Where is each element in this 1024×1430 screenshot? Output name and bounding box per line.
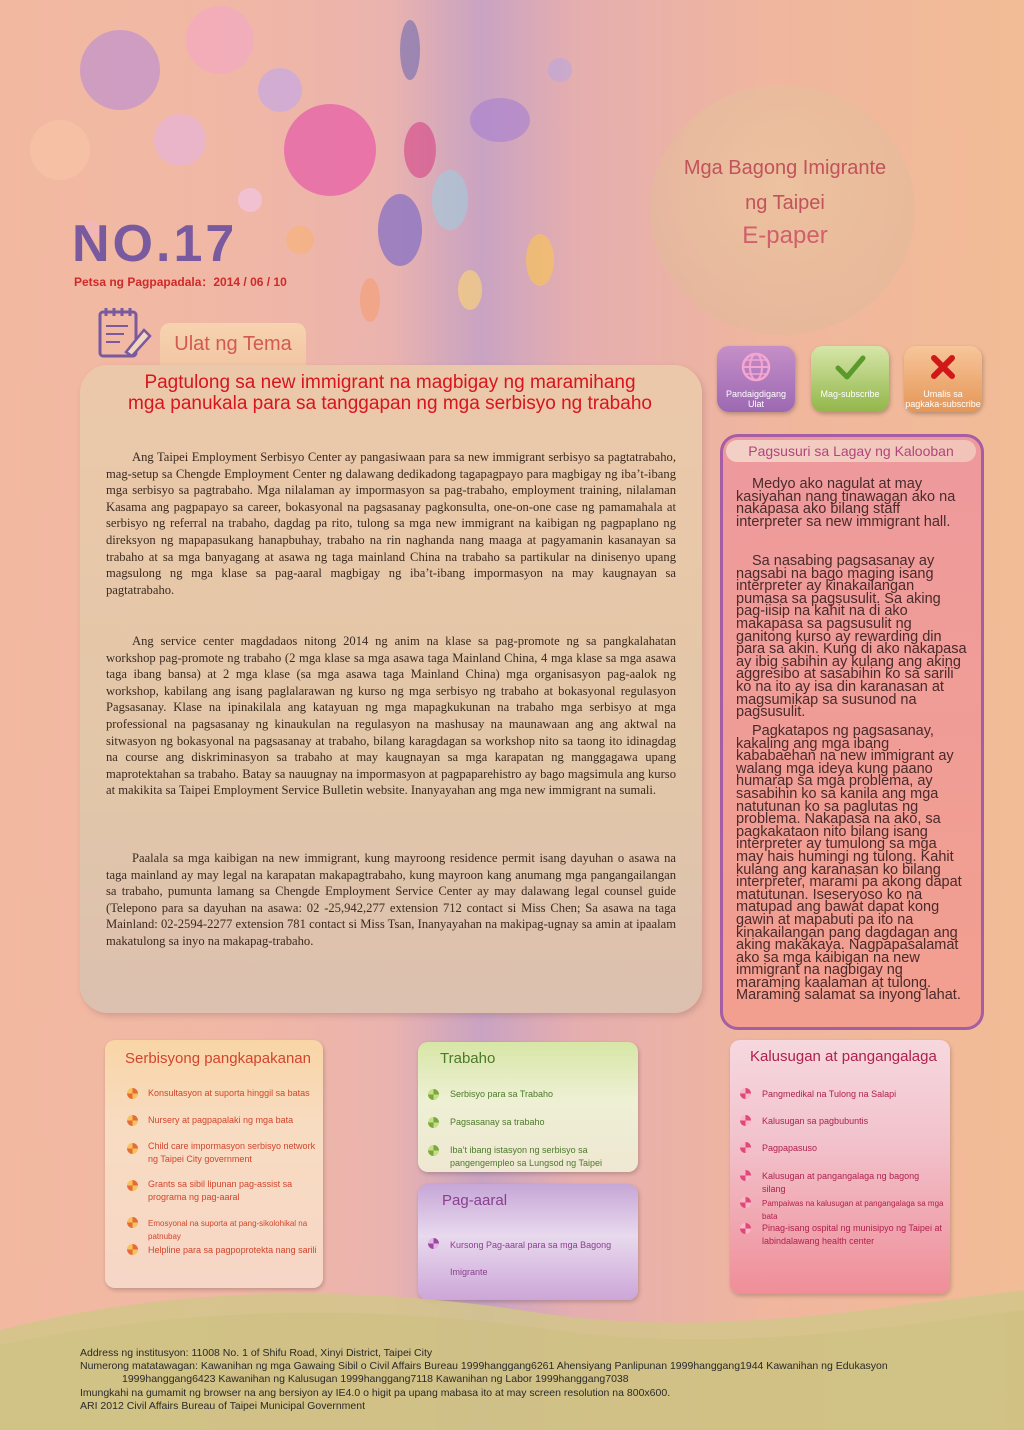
bullet-icon — [127, 1088, 138, 1099]
health-link[interactable]: Kalusugan sa pagbubuntis — [762, 1116, 869, 1126]
reflection-title: Pagsusuri sa Lagay ng Kalooban — [726, 440, 976, 462]
topic-tab[interactable]: Ulat ng Tema — [160, 323, 306, 365]
epaper-title-line1: Mga Bagong Imigrante — [683, 157, 887, 179]
employment-link[interactable]: Serbisyo para sa Trabaho — [450, 1089, 554, 1099]
notepad-pencil-icon — [96, 304, 152, 360]
bullet-icon — [428, 1117, 439, 1128]
employment-box — [418, 1042, 638, 1172]
welfare-link[interactable]: Child care impormasyon serbisyo network ng Taipei City government — [148, 1141, 316, 1164]
footer-browser-note: Imungkahi na gumamit ng browser na ang bersiyon ay IE4.0 o higit pa upang mabasa ito at may screen resolution na 800x600. — [80, 1387, 671, 1399]
welfare-link[interactable]: Grants sa sibil lipunan pag-assist sa programa ng pag-aaral — [148, 1179, 293, 1202]
footer-address: Address ng institusyon: 11008 No. 1 of Shifu Road, Xinyi District, Taipei City — [80, 1347, 433, 1359]
epaper-title-line2: ng Taipei — [745, 192, 825, 214]
welfare-title: Serbisyong pangkapakanan — [125, 1050, 311, 1067]
welfare-link[interactable]: Konsultasyon at suporta hinggil sa batas — [148, 1088, 310, 1098]
health-title: Kalusugan at pangangalaga — [750, 1048, 937, 1065]
health-link[interactable]: Pampaiwas na kalusugan at pangangalaga sa mga bata — [762, 1199, 944, 1221]
international-report-button[interactable] — [717, 346, 795, 412]
footer-copyright: ARI 2012 Civil Affairs Bureau of Taipei Municipal Government — [80, 1400, 366, 1412]
bullet-icon — [428, 1238, 439, 1249]
article-paragraph: Ang service center magdadaos nitong 2014 ng anim na klase sa pag-promote ng sa pangkalahatan workshop pag-promote ng trabaho (2 mga klase sa mga asawa taga Mainland China, 4 mga klase sa mga asawa taga ibang bansa) at 2 mga klase (sa mga asawa taga Mainland China) mga organisasyon pag-aalok ng workshop, kabilang ang isang paglalarawan ng kurso ng mga serbisyo ng trabaho at bokasyonal regulasyon Pagsasanay. Klase na ipinakilala ang katayuan ng mga mapagkukunan na trabaho mga serbisyo at mga professional na pagsasanay ng kinaukulan na regulasyon na mashusay na maunawaan ang ang aktwal na sitwasyon ng bokasyonal na pagsasanay at trabaho, bilang karagdagan sa workshop nito sa taong ito idinagdag na course ang diskriminasyon sa trabaho at may kaugnayan sa mga karapatan ng manggagawa upang maprotektahan sa trabaho. Batay sa nauugnay na impormasyon at pagpaparehistro ay bago magsimula ang kurso at makikita sa Taipei Employment Service Bulletin website. Inanyayahan ang mga new immigrant na sumali. — [106, 634, 676, 798]
bullet-icon — [127, 1244, 138, 1255]
issue-number: NO.17 — [72, 215, 238, 273]
bullet-icon — [428, 1145, 439, 1156]
welfare-services-box — [105, 1040, 323, 1288]
bullet-icon — [127, 1180, 138, 1191]
subscribe-button[interactable] — [811, 346, 889, 412]
globe-icon — [739, 350, 773, 384]
unsubscribe-label: Umalis sa pagkaka-subscribe — [905, 389, 981, 409]
footer-phone-line1: Numerong matatawagan: Kawanihan ng mga Gawaing Sibil o Civil Affairs Bureau 1999hanggang6261 Ahensiyang Panlipunan 1999hanggang1944 Kawanihan ng Edukasyon — [80, 1360, 888, 1372]
welfare-link[interactable]: Helpline para sa pagpoprotekta nang sarili — [148, 1245, 317, 1255]
bullet-icon — [740, 1170, 751, 1181]
article-headline-line1: Pagtulong sa new immigrant na magbigay ng maramihang — [144, 372, 636, 393]
subscribe-label: Mag-subscribe — [820, 389, 880, 399]
health-link[interactable]: Pangmedikal na Tulong na Salapi — [762, 1089, 897, 1099]
welfare-link[interactable]: Emosyonal na suporta at pang-sikolohikal na patnubay — [148, 1219, 308, 1241]
article-paragraph: Paalala sa mga kaibigan na new immigrant, kung mayroong residence permit isang dayuhan o asawa na taga mainland ay may legal na karapatan makapagtrabaho, kung mayroon kang anumang mga pangangailangan sa trabaho, pumunta lamang sa Chengde Employment Service Center ay may dalawang legal counsel guide (Telepono para sa dayuhan na asawa: 02 -25,942,277 extension 712 contact si Miss Chen; Sa asawa na taga Mainland: 02-2594-2277 extension 781 contact si Miss Tsan, Inanyayahan na makipag-ugnay sa amin at ipaalam makatulong sa inyo na makapag-trabaho. — [106, 851, 676, 948]
bullet-icon — [740, 1197, 751, 1208]
health-link[interactable]: Pagpapasuso — [762, 1143, 818, 1153]
international-report-label: Pandaigdigang Ulat — [725, 389, 787, 409]
close-icon — [926, 350, 960, 384]
health-link[interactable]: Kalusugan at pangangalaga ng bagong silang — [762, 1171, 920, 1194]
reflection-paragraph: Medyo ako nagulat at may kasiyahan nang tinawagan ako na nakapasa ako bilang staff interpreter sa new immigrant hall. — [736, 476, 956, 530]
reflection-paragraph: Sa nasabing pagsasanay ay nagsabi na bago maging isang interpreter ay kinakailangan pumasa sa pagsusulit. Sa aking pag-iisip na kahit na di ako makapasa sa pagsusulit ng ganitong kurso ay rewarding din para sa akin. Kung di ako nakapasa ay ibig sabihin ay kulang ang aking aggresibo at sasabihin ko sa sarili ko na ito ay isa din karanasan at magsumikap sa susunod na pagsusulit. — [736, 553, 967, 721]
bullet-icon — [127, 1115, 138, 1126]
bullet-icon — [740, 1142, 751, 1153]
bullet-icon — [428, 1089, 439, 1100]
checkmark-icon — [833, 350, 867, 384]
send-date: Petsa ng Pagpapadala：2014 / 06 / 10 — [74, 275, 287, 289]
unsubscribe-button[interactable] — [904, 346, 982, 412]
bullet-icon — [127, 1217, 138, 1228]
reflection-paragraph: Pagkatapos ng pagsasanay, kakaling ang mga ibang kababaehan na new immigrant ay walang mga ideya kung paano humarap sa mga problema, ay sasabihin ko sa kanila ang mga natutunan ko sa paglutas ng problema. Nakapasa na ako, sa pagkakataon nito bilang isang interpreter ay tumulong sa mga may hais humingi ng tulong. Kahit kulang ang karanasan ko bilang interpreter, marami pa akong dapat matutunan. Iseseryoso ko na matupad ang bawat dapat kong gawin at mapabuti pa ito na kinakailangan pang dagdagan ang aking makakaya. Nagpapasalamat ako sa mga kaibigan na new immigrant na nagbigay ng maraming kaalaman at tulong. Maraming salamat sa inyong lahat. — [736, 723, 962, 1004]
bullet-icon — [740, 1223, 751, 1234]
health-care-box — [730, 1040, 950, 1294]
bullet-icon — [127, 1143, 138, 1154]
health-link[interactable]: Pinag-isang ospital ng munisipyo ng Taipei at labindalawang health center — [762, 1223, 942, 1246]
article-headline-line2: mga panukala para sa tanggapan ng mga serbisyo ng trabaho — [128, 393, 652, 414]
education-title: Pag-aaral — [442, 1192, 508, 1209]
education-link[interactable]: Kursong Pag-aaral para sa mga Bagong Imigrante — [450, 1240, 612, 1277]
employment-link[interactable]: Pagsasanay sa trabaho — [450, 1117, 545, 1127]
footer-phone-line2: 1999hanggang6423 Kawanihan ng Kalusugan 1999hanggang7118 Kawanihan ng Labor 1999hanggang7038 — [122, 1373, 629, 1385]
epaper-title-line3: E-paper — [742, 222, 828, 249]
employment-link[interactable]: Iba’t ibang istasyon ng serbisyo sa pangengempleo sa Lungsod ng Taipei — [450, 1145, 602, 1168]
bullet-icon — [740, 1115, 751, 1126]
article-paragraph: Ang Taipei Employment Serbisyo Center ay pangasiwaan para sa new immigrant serbisyo sa pagtatrabaho, mag-setup sa Chengde Employment Center ng dalawang dedikadong tagapagpayo para magbigay ng iba’t-ibang mga serbisyo sa pagtrabaho. Mga nilalaman ay impormasyon sa pag-trabaho, employment training, nilalaman Kasama ang pagpapayo sa career, bokasyonal na pagsasanay pagkonsulta, one-on-one case ng pamamahala at serbisyo ng referral na trabaho, dagdag pa rito, tulong sa mga new immigrant na kaibigan ng pagpaplano ng direksyon ng mapapasukang hanapbuhay, trabaho na rin naghanda nang maaga at pagyamanin kasanayan sa trabaho at sa mga banyagang at asawa ng taga mainland China na trabaho sa partikular na dinisenyo upang magsulong ng mga klase sa pag-aaral magbigay ng iba’t-ibang impormasyon na may kaugnayan sa pagtatrabaho. — [106, 450, 676, 597]
employment-title: Trabaho — [440, 1050, 496, 1067]
welfare-link[interactable]: Nursery at pagpapalaki ng mga bata — [148, 1115, 294, 1125]
bullet-icon — [740, 1088, 751, 1099]
